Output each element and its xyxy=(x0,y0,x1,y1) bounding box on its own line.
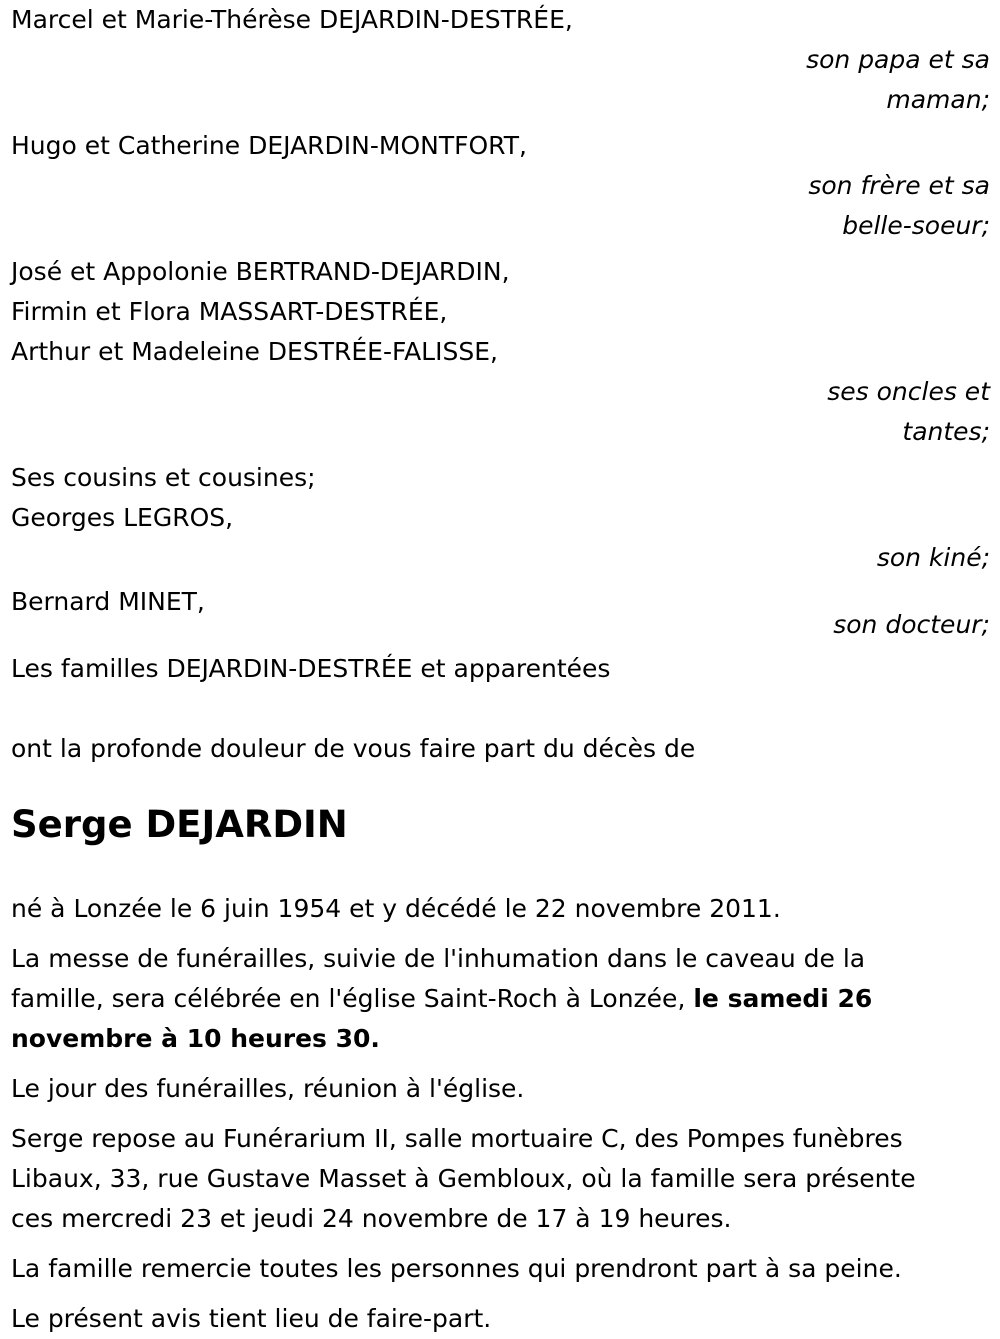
physio-name: Georges LEGROS, xyxy=(11,503,234,532)
rest-paragraph xyxy=(11,1119,990,1239)
notice-line: Le présent avis tient lieu de faire-part. xyxy=(11,1304,492,1333)
uncle-aunt-names-2: Firmin et Flora MASSART-DESTRÉE, xyxy=(11,297,448,326)
brother-relation-line2: belle-soeur; xyxy=(842,211,990,240)
uncle-aunt-names-1: José et Appolonie BERTRAND-DEJARDIN, xyxy=(11,257,510,286)
doctor-name: Bernard MINET, xyxy=(11,587,205,616)
notice-paragraph xyxy=(11,1299,990,1339)
cousins-physio-block xyxy=(11,452,990,578)
families-block xyxy=(11,643,990,689)
parents-names: Marcel et Marie-Thérèse DEJARDIN-DESTRÉE, xyxy=(11,5,573,34)
deceased-name: Serge DEJARDIN xyxy=(11,803,348,846)
rest-line-3: ces mercredi 23 et jeudi 24 novembre de 17 à 19 heures. xyxy=(11,1204,732,1233)
announcement-block xyxy=(11,729,990,769)
birth-death-line: né à Lonzée le 6 juin 1954 et y décédé le 22 novembre 2011. xyxy=(11,894,781,923)
birth-death-paragraph xyxy=(11,889,990,929)
thanks-line: La famille remercie toutes les personnes qui prendront part à sa peine. xyxy=(11,1254,902,1283)
mass-time-bold: novembre à 10 heures 30. xyxy=(11,1024,380,1053)
uncles-aunts-block xyxy=(11,246,990,452)
mass-line-1: La messe de funérailles, suivie de l'inhumation dans le caveau de la xyxy=(11,944,866,973)
doctor-block xyxy=(11,576,990,645)
cousins-line: Ses cousins et cousines; xyxy=(11,463,316,492)
mass-line-2 xyxy=(11,979,990,1019)
thanks-paragraph xyxy=(11,1249,990,1289)
families-line: Les familles DEJARDIN-DESTRÉE et apparentées xyxy=(11,654,611,683)
rest-line-1: Serge repose au Funérarium II, salle mortuaire C, des Pompes funèbres xyxy=(11,1124,903,1153)
rest-line-2: Libaux, 33, rue Gustave Masset à Gembloux, où la famille sera présente xyxy=(11,1164,916,1193)
mass-line-2-regular: famille, sera célébrée en l'église Saint-Roch à Lonzée, xyxy=(11,984,694,1013)
uncles-aunts-relation-line1: ses oncles et xyxy=(827,377,990,406)
physio-relation: son kiné; xyxy=(876,543,990,572)
brother-relation-line1: son frère et sa xyxy=(808,171,990,200)
parents-block xyxy=(11,0,990,120)
uncle-aunt-names-3: Arthur et Madeleine DESTRÉE-FALISSE, xyxy=(11,337,498,366)
parents-relation-line2: maman; xyxy=(886,85,990,114)
uncles-aunts-relation-line2: tantes; xyxy=(902,417,990,446)
meeting-paragraph xyxy=(11,1069,990,1109)
brother-block xyxy=(11,120,990,246)
meeting-line: Le jour des funérailles, réunion à l'église. xyxy=(11,1074,525,1103)
announcement-line: ont la profonde douleur de vous faire part du décès de xyxy=(11,734,696,763)
brother-names: Hugo et Catherine DEJARDIN-MONTFORT, xyxy=(11,131,527,160)
parents-relation-line1: son papa et sa xyxy=(806,45,990,74)
doctor-relation: son docteur; xyxy=(833,610,990,639)
mass-date-bold: le samedi 26 xyxy=(693,984,873,1013)
mass-paragraph xyxy=(11,939,990,1059)
